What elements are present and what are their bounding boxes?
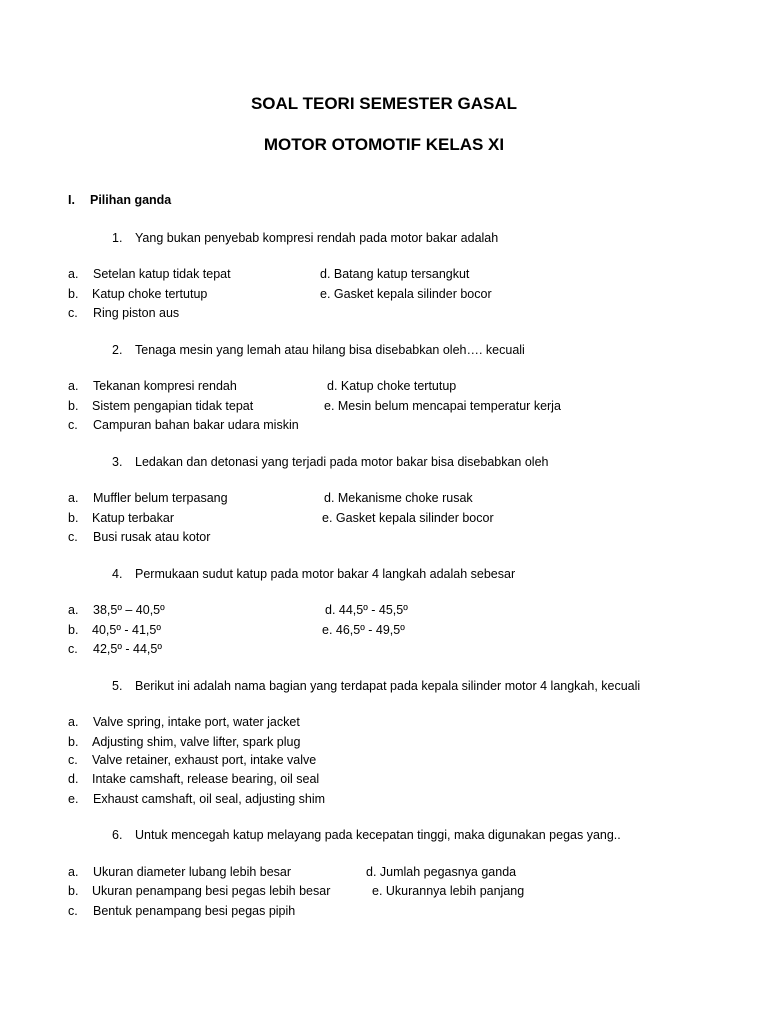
question-number: 4. — [112, 567, 123, 581]
option-text: Valve spring, intake port, water jacket — [93, 715, 300, 729]
question-text: Ledakan dan detonasi yang terjadi pada motor bakar bisa disebabkan oleh — [135, 455, 549, 469]
option-text: Adjusting shim, valve lifter, spark plug — [92, 735, 301, 749]
option-text: e. Gasket kepala silinder bocor — [320, 287, 492, 301]
option-text: Katup terbakar — [92, 511, 174, 525]
question-text: Permukaan sudut katup pada motor bakar 4 langkah adalah sebesar — [135, 567, 516, 581]
option-letter: b. — [68, 399, 79, 413]
option-text: Katup choke tertutup — [92, 287, 208, 301]
option-text: 42,5º - 44,5º — [93, 642, 162, 656]
option-letter: c. — [68, 904, 78, 918]
question-text: Untuk mencegah katup melayang pada kecepatan tinggi, maka digunakan pegas yang.. — [135, 828, 621, 842]
option-text: Bentuk penampang besi pegas pipih — [93, 904, 296, 918]
option-letter: b. — [68, 287, 79, 301]
option-text: Ring piston aus — [93, 306, 180, 320]
option-text: e. Gasket kepala silinder bocor — [322, 511, 494, 525]
option-text: Sistem pengapian tidak tepat — [92, 399, 254, 413]
option-text: e. 46,5º - 49,5º — [322, 623, 405, 637]
option-text: Ukuran diameter lubang lebih besar — [93, 865, 292, 879]
question-number: 2. — [112, 343, 123, 357]
option-text: d. Katup choke tertutup — [327, 379, 457, 393]
option-letter: a. — [68, 379, 79, 393]
option-letter: a. — [68, 267, 79, 281]
option-text: 38,5º – 40,5º — [93, 603, 165, 617]
option-letter: b. — [68, 623, 79, 637]
option-text: Muffler belum terpasang — [93, 491, 228, 505]
option-text: Setelan katup tidak tepat — [93, 267, 231, 281]
page-title: SOAL TEORI SEMESTER GASAL — [250, 94, 518, 113]
option-letter: c. — [68, 753, 78, 767]
section-heading: Pilihan ganda — [90, 193, 172, 207]
option-letter: c. — [68, 642, 78, 656]
option-text: Busi rusak atau kotor — [93, 530, 211, 544]
option-text: 40,5º - 41,5º — [92, 623, 161, 637]
option-text: Tekanan kompresi rendah — [93, 379, 237, 393]
option-text: d. Jumlah pegasnya ganda — [366, 865, 517, 879]
option-text: d. Batang katup tersangkut — [320, 267, 470, 281]
option-letter: a. — [68, 715, 79, 729]
section-number: I. — [68, 193, 75, 207]
option-letter: c. — [68, 418, 78, 432]
question-text: Berikut ini adalah nama bagian yang terdapat pada kepala silinder motor 4 langkah, kecuali — [135, 679, 641, 693]
option-letter: d. — [68, 772, 79, 786]
option-letter: a. — [68, 603, 79, 617]
option-text: e. Ukurannya lebih panjang — [372, 884, 525, 898]
question-number: 3. — [112, 455, 123, 469]
option-letter: c. — [68, 530, 78, 544]
option-text: d. Mekanisme choke rusak — [324, 491, 473, 505]
option-letter: c. — [68, 306, 78, 320]
question-number: 5. — [112, 679, 123, 693]
option-text: Exhaust camshaft, oil seal, adjusting shim — [93, 792, 326, 806]
option-letter: a. — [68, 491, 79, 505]
option-letter: b. — [68, 511, 79, 525]
option-text: Valve retainer, exhaust port, intake valve — [92, 753, 317, 767]
option-text: e. Mesin belum mencapai temperatur kerja — [324, 399, 561, 413]
option-letter: a. — [68, 865, 79, 879]
option-text: Intake camshaft, release bearing, oil seal — [92, 772, 320, 786]
option-letter: b. — [68, 884, 79, 898]
option-letter: e. — [68, 792, 79, 806]
option-text: Campuran bahan bakar udara miskin — [93, 418, 299, 432]
question-number: 1. — [112, 231, 123, 245]
question-number: 6. — [112, 828, 123, 842]
question-text: Tenaga mesin yang lemah atau hilang bisa disebabkan oleh…. kecuali — [135, 343, 525, 357]
page-subtitle: MOTOR OTOMOTIF KELAS XI — [263, 135, 505, 154]
option-text: d. 44,5º - 45,5º — [325, 603, 408, 617]
option-letter: b. — [68, 735, 79, 749]
option-text: Ukuran penampang besi pegas lebih besar — [92, 884, 331, 898]
question-text: Yang bukan penyebab kompresi rendah pada motor bakar adalah — [135, 231, 499, 245]
